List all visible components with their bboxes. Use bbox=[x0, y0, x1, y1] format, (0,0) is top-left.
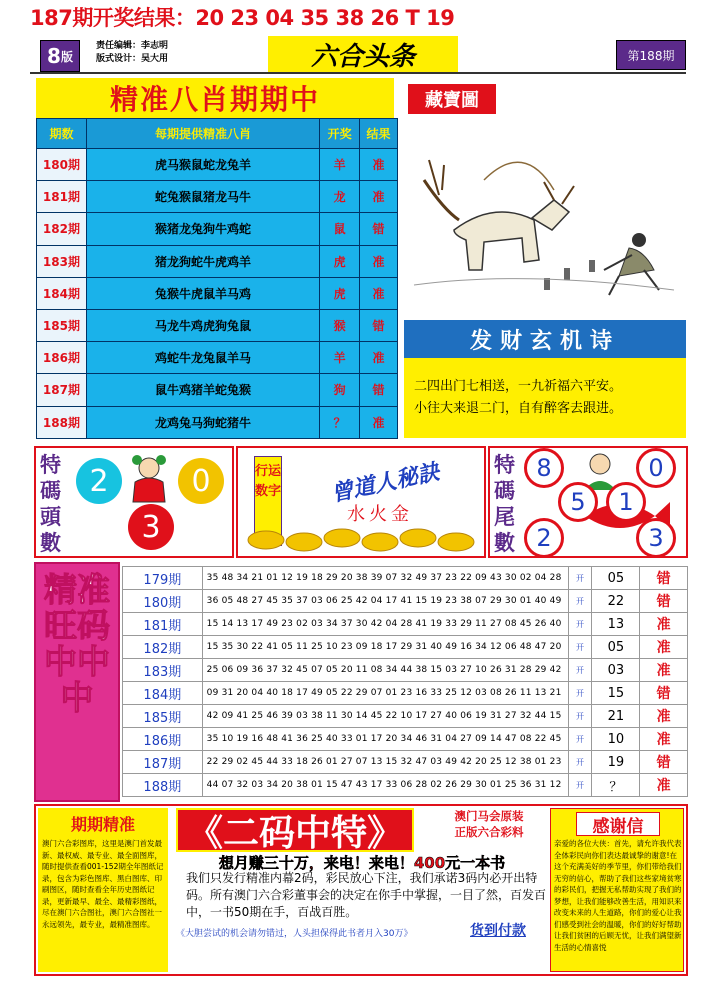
number-nums-cell: 15 35 30 22 41 05 11 25 10 23 09 18 17 29 31 40 49 16 34 12 06 48 47 20 bbox=[202, 636, 568, 659]
pick-period-cell: 183期 bbox=[37, 245, 87, 277]
tail-number-label: 特碼尾數 bbox=[494, 453, 515, 555]
number-val-cell: 05 bbox=[592, 636, 640, 659]
tail-ball: 8 bbox=[524, 448, 564, 488]
top-result-line: 187期开奖结果：20 23 04 35 38 26 T 19 bbox=[30, 6, 455, 30]
page-number: 8 bbox=[47, 44, 61, 68]
pick-period-cell: 184期 bbox=[37, 277, 87, 309]
tail-ball: 2 bbox=[524, 518, 564, 558]
table-row bbox=[37, 213, 398, 245]
pick-result-cell: 错 bbox=[360, 213, 398, 245]
erma-title: 《二码中特》 bbox=[176, 808, 414, 852]
number-val-cell: 05 bbox=[592, 567, 640, 590]
pick-zodiac-cell: 猴猪龙兔狗牛鸡蛇 bbox=[86, 213, 319, 245]
header-cell: 结果 bbox=[360, 119, 398, 149]
gold-ingots-icon bbox=[244, 522, 478, 554]
five-elements: 水火金 bbox=[347, 504, 413, 525]
number-res-cell: 准 bbox=[640, 659, 688, 682]
number-kai-cell: 开 bbox=[568, 728, 592, 751]
head-number-label: 特碼頭數 bbox=[40, 453, 61, 555]
number-res-cell: 错 bbox=[640, 567, 688, 590]
pick-zodiac-cell: 虎马猴鼠蛇龙兔羊 bbox=[86, 149, 319, 181]
thanks-title: 感谢信 bbox=[576, 812, 660, 836]
poem-body bbox=[404, 358, 686, 438]
pick-draw-cell: 猴 bbox=[320, 309, 360, 341]
editors-block bbox=[96, 40, 168, 66]
pick-period-cell: 180期 bbox=[37, 149, 87, 181]
pick-result-cell: 准 bbox=[360, 149, 398, 181]
number-nums-cell: 25 06 09 36 37 32 45 07 05 20 11 08 34 44 38 15 03 27 10 26 31 28 29 42 bbox=[202, 659, 568, 682]
money-line: 想月赚三十万，来电！来电！400元一本书 bbox=[218, 854, 506, 872]
thanks-body: 亲爱的各位大侠：首先，请允许我代表全体彩民向你们表达最诚挚的谢意!在这个充满美好的季节里，你们带给我们无穷的信心，帮助了我们这些家境贫寒的彩民们，把握无私帮助实现了我们的梦想，让我们能够改善生活，用知识来改变未来的人生道路，你们的爱心让我们感受到社会的温暖，你们的好好帮助让我们贫困的后顾无忧，让我们满望新生活的心情喜悦 bbox=[554, 839, 682, 952]
number-period-cell: 187期 bbox=[123, 751, 203, 774]
number-nums-cell: 42 09 41 25 46 39 03 38 11 30 14 45 22 10 17 27 40 06 19 31 27 32 44 15 bbox=[202, 705, 568, 728]
number-kai-cell: 开 bbox=[568, 705, 592, 728]
number-nums-cell: 35 48 34 21 01 12 19 18 29 20 38 39 07 32 49 37 23 22 09 43 30 02 04 28 bbox=[202, 567, 568, 590]
pick-result-cell: 准 bbox=[360, 245, 398, 277]
macau-tagline bbox=[416, 808, 562, 840]
macau-line-2: 正版六合彩料 bbox=[454, 825, 524, 839]
table-row bbox=[37, 374, 398, 406]
number-nums-cell: 44 07 32 03 34 20 38 01 15 47 43 17 33 06 28 02 26 29 30 01 25 36 31 12 bbox=[202, 774, 568, 797]
number-period-cell: 180期 bbox=[123, 590, 203, 613]
pick-draw-cell: 狗 bbox=[320, 374, 360, 406]
pick-period-cell: 188期 bbox=[37, 406, 87, 438]
number-res-cell: 错 bbox=[640, 751, 688, 774]
number-res-cell: 准 bbox=[640, 774, 688, 797]
number-kai-cell: 开 bbox=[568, 590, 592, 613]
pick-draw-cell: 羊 bbox=[320, 149, 360, 181]
number-kai-cell: 开 bbox=[568, 774, 592, 797]
table-row bbox=[123, 636, 688, 659]
number-kai-cell: 开 bbox=[568, 567, 592, 590]
number-period-cell: 182期 bbox=[123, 636, 203, 659]
number-period-cell: 188期 bbox=[123, 774, 203, 797]
header-cell: 期数 bbox=[37, 119, 87, 149]
pick-zodiac-cell: 马龙牛鸡虎狗兔鼠 bbox=[86, 309, 319, 341]
number-kai-cell: 开 bbox=[568, 636, 592, 659]
fortune-doll-icon bbox=[125, 452, 173, 504]
table-row bbox=[123, 682, 688, 705]
issue-number: 第188期 bbox=[616, 40, 686, 70]
table-row bbox=[37, 149, 398, 181]
left-ad-title: 期期精准 bbox=[70, 815, 135, 834]
editor-line: 责任编辑：李志明 bbox=[96, 41, 169, 51]
number-val-cell: 21 bbox=[592, 705, 640, 728]
poem-line-2: 小往大来退二门，自有醉客去跟进。 bbox=[414, 401, 623, 416]
paper-title: 六合头条 bbox=[268, 36, 458, 72]
pick-period-cell: 182期 bbox=[37, 213, 87, 245]
designer-line: 版式设计：吴大用 bbox=[96, 54, 169, 64]
number-kai-cell: 开 bbox=[568, 613, 592, 636]
pick-period-cell: 186期 bbox=[37, 342, 87, 374]
cash-on-delivery-link[interactable]: 货到付款 bbox=[470, 923, 526, 939]
number-table-body bbox=[123, 567, 688, 797]
pick-result-cell: 错 bbox=[360, 309, 398, 341]
table-row bbox=[37, 406, 398, 438]
number-res-cell: 准 bbox=[640, 728, 688, 751]
table-row bbox=[37, 342, 398, 374]
number-period-cell: 179期 bbox=[123, 567, 203, 590]
pick-draw-cell: 龙 bbox=[320, 181, 360, 213]
number-period-cell: 183期 bbox=[123, 659, 203, 682]
pick-draw-cell: 虎 bbox=[320, 277, 360, 309]
pick-period-cell: 185期 bbox=[37, 309, 87, 341]
table-row bbox=[123, 567, 688, 590]
tail-ball: 1 bbox=[606, 482, 646, 522]
table-row bbox=[123, 774, 688, 797]
pick-result-cell: 准 bbox=[360, 181, 398, 213]
number-period-cell: 181期 bbox=[123, 613, 203, 636]
poem-title: 发财玄机诗 bbox=[404, 320, 686, 358]
table-row bbox=[123, 659, 688, 682]
number-nums-cell: 35 10 19 16 48 41 36 25 40 33 01 17 20 34 46 31 04 27 09 14 47 08 22 45 bbox=[202, 728, 568, 751]
main-title: 精准八肖期期中 bbox=[36, 78, 394, 118]
tail-ball: 5 bbox=[558, 482, 598, 522]
table-row bbox=[123, 613, 688, 636]
table-row bbox=[123, 751, 688, 774]
secret-title: 曾道人秘訣 bbox=[329, 459, 442, 508]
erma-note: 《大胆尝试的机会请勿错过，人头担保得此书者月入30万》 bbox=[176, 929, 413, 939]
pick-zodiac-cell: 兔猴牛虎鼠羊马鸡 bbox=[86, 277, 319, 309]
number-val-cell: 19 bbox=[592, 751, 640, 774]
number-res-cell: 准 bbox=[640, 613, 688, 636]
number-val-cell: 03 bbox=[592, 659, 640, 682]
pick-draw-cell: ？ bbox=[320, 406, 360, 438]
left-ad-body: 澳门六合彩图库，这里是澳门首发最新、最权威、最专业、最全面图库，随时提供查看001-152期全年图纸记录，包含为彩色图库、黑白图库、印刷图区，随时查看全年历史图纸记录，更新最早、最全、最精彩图纸，尽在澳门六合图社，澳门六合图社一永远领先，最专业，最精准图库。 bbox=[42, 839, 164, 929]
table-row bbox=[37, 181, 398, 213]
pick-result-cell: 错 bbox=[360, 374, 398, 406]
pick-draw-cell: 鼠 bbox=[320, 213, 360, 245]
number-nums-cell: 09 31 20 04 40 18 17 49 05 22 29 07 01 23 16 33 25 12 03 08 26 11 13 21 bbox=[202, 682, 568, 705]
number-val-cell: ？ bbox=[592, 774, 640, 797]
number-val-cell: 15 bbox=[592, 682, 640, 705]
pick-period-cell: 187期 bbox=[37, 374, 87, 406]
table-row bbox=[123, 728, 688, 751]
head-ball: 2 bbox=[76, 458, 122, 504]
pick-draw-cell: 羊 bbox=[320, 342, 360, 374]
tail-ball: 3 bbox=[636, 518, 676, 558]
number-res-cell: 错 bbox=[640, 590, 688, 613]
number-period-cell: 185期 bbox=[123, 705, 203, 728]
macau-line-1: 澳门马会原装 bbox=[454, 809, 524, 823]
poem-line-1: 二四出门七相送，一九祈福六平安。 bbox=[414, 379, 623, 394]
number-res-cell: 准 bbox=[640, 636, 688, 659]
pick-zodiac-cell: 猪龙狗蛇牛虎鸡羊 bbox=[86, 245, 319, 277]
table-row bbox=[123, 705, 688, 728]
number-val-cell: 13 bbox=[592, 613, 640, 636]
number-res-cell: 错 bbox=[640, 682, 688, 705]
number-nums-cell: 22 29 02 45 44 33 18 26 01 27 07 13 15 32 47 03 49 42 20 25 12 38 01 23 bbox=[202, 751, 568, 774]
pick-draw-cell: 虎 bbox=[320, 245, 360, 277]
page-suffix: 版 bbox=[60, 49, 73, 64]
table-header-row bbox=[37, 119, 398, 149]
ox-and-farmer-illustration bbox=[404, 120, 686, 316]
head-ball: 3 bbox=[128, 504, 174, 550]
number-kai-cell: 开 bbox=[568, 682, 592, 705]
number-period-cell: 186期 bbox=[123, 728, 203, 751]
pick-zodiac-cell: 龙鸡兔马狗蛇猪牛 bbox=[86, 406, 319, 438]
number-kai-cell: 开 bbox=[568, 751, 592, 774]
pick-result-cell: 准 bbox=[360, 277, 398, 309]
tail-ball: 0 bbox=[636, 448, 676, 488]
header-cell: 开奖 bbox=[320, 119, 360, 149]
number-val-cell: 10 bbox=[592, 728, 640, 751]
pick-period-cell: 181期 bbox=[37, 181, 87, 213]
pick-zodiac-cell: 鸡蛇牛龙兔鼠羊马 bbox=[86, 342, 319, 374]
header-divider bbox=[30, 72, 686, 74]
lucky-number-label: 行运数字 bbox=[254, 456, 282, 546]
page-badge bbox=[40, 40, 80, 72]
header-cell: 每期提供精准八肖 bbox=[86, 119, 319, 149]
number-val-cell: 22 bbox=[592, 590, 640, 613]
pick-table-body bbox=[37, 149, 398, 439]
number-period-cell: 184期 bbox=[123, 682, 203, 705]
table-row bbox=[37, 245, 398, 277]
number-nums-cell: 15 14 13 17 49 23 02 03 34 37 30 42 04 28 41 19 33 29 11 27 08 45 26 40 bbox=[202, 613, 568, 636]
table-row bbox=[123, 590, 688, 613]
pick-zodiac-cell: 鼠牛鸡猪羊蛇兔猴 bbox=[86, 374, 319, 406]
number-table bbox=[122, 566, 688, 797]
number-kai-cell: 开 bbox=[568, 659, 592, 682]
pick-result-cell: 准 bbox=[360, 406, 398, 438]
cangbao-badge: 藏寶圖 bbox=[408, 84, 496, 114]
zodiac-pick-table bbox=[36, 118, 398, 439]
table-row bbox=[37, 277, 398, 309]
pick-zodiac-cell: 蛇兔猴鼠猪龙马牛 bbox=[86, 181, 319, 213]
pick-result-cell: 准 bbox=[360, 342, 398, 374]
number-res-cell: 准 bbox=[640, 705, 688, 728]
number-nums-cell: 36 05 48 27 45 35 37 03 06 25 42 04 17 41 15 19 23 38 07 29 30 01 40 49 bbox=[202, 590, 568, 613]
head-ball: 0 bbox=[178, 458, 224, 504]
table-row bbox=[37, 309, 398, 341]
wang-label: 精准旺码中中中 bbox=[44, 570, 110, 717]
erma-body: 我们只发行精准内幕2码，彩民放心下注，我们承诺3码内必开出特码。所有澳门六合彩董事会的决定在你手中掌握，一目了然，百发百中，一书50期在手，百战百胜。 bbox=[186, 871, 547, 919]
